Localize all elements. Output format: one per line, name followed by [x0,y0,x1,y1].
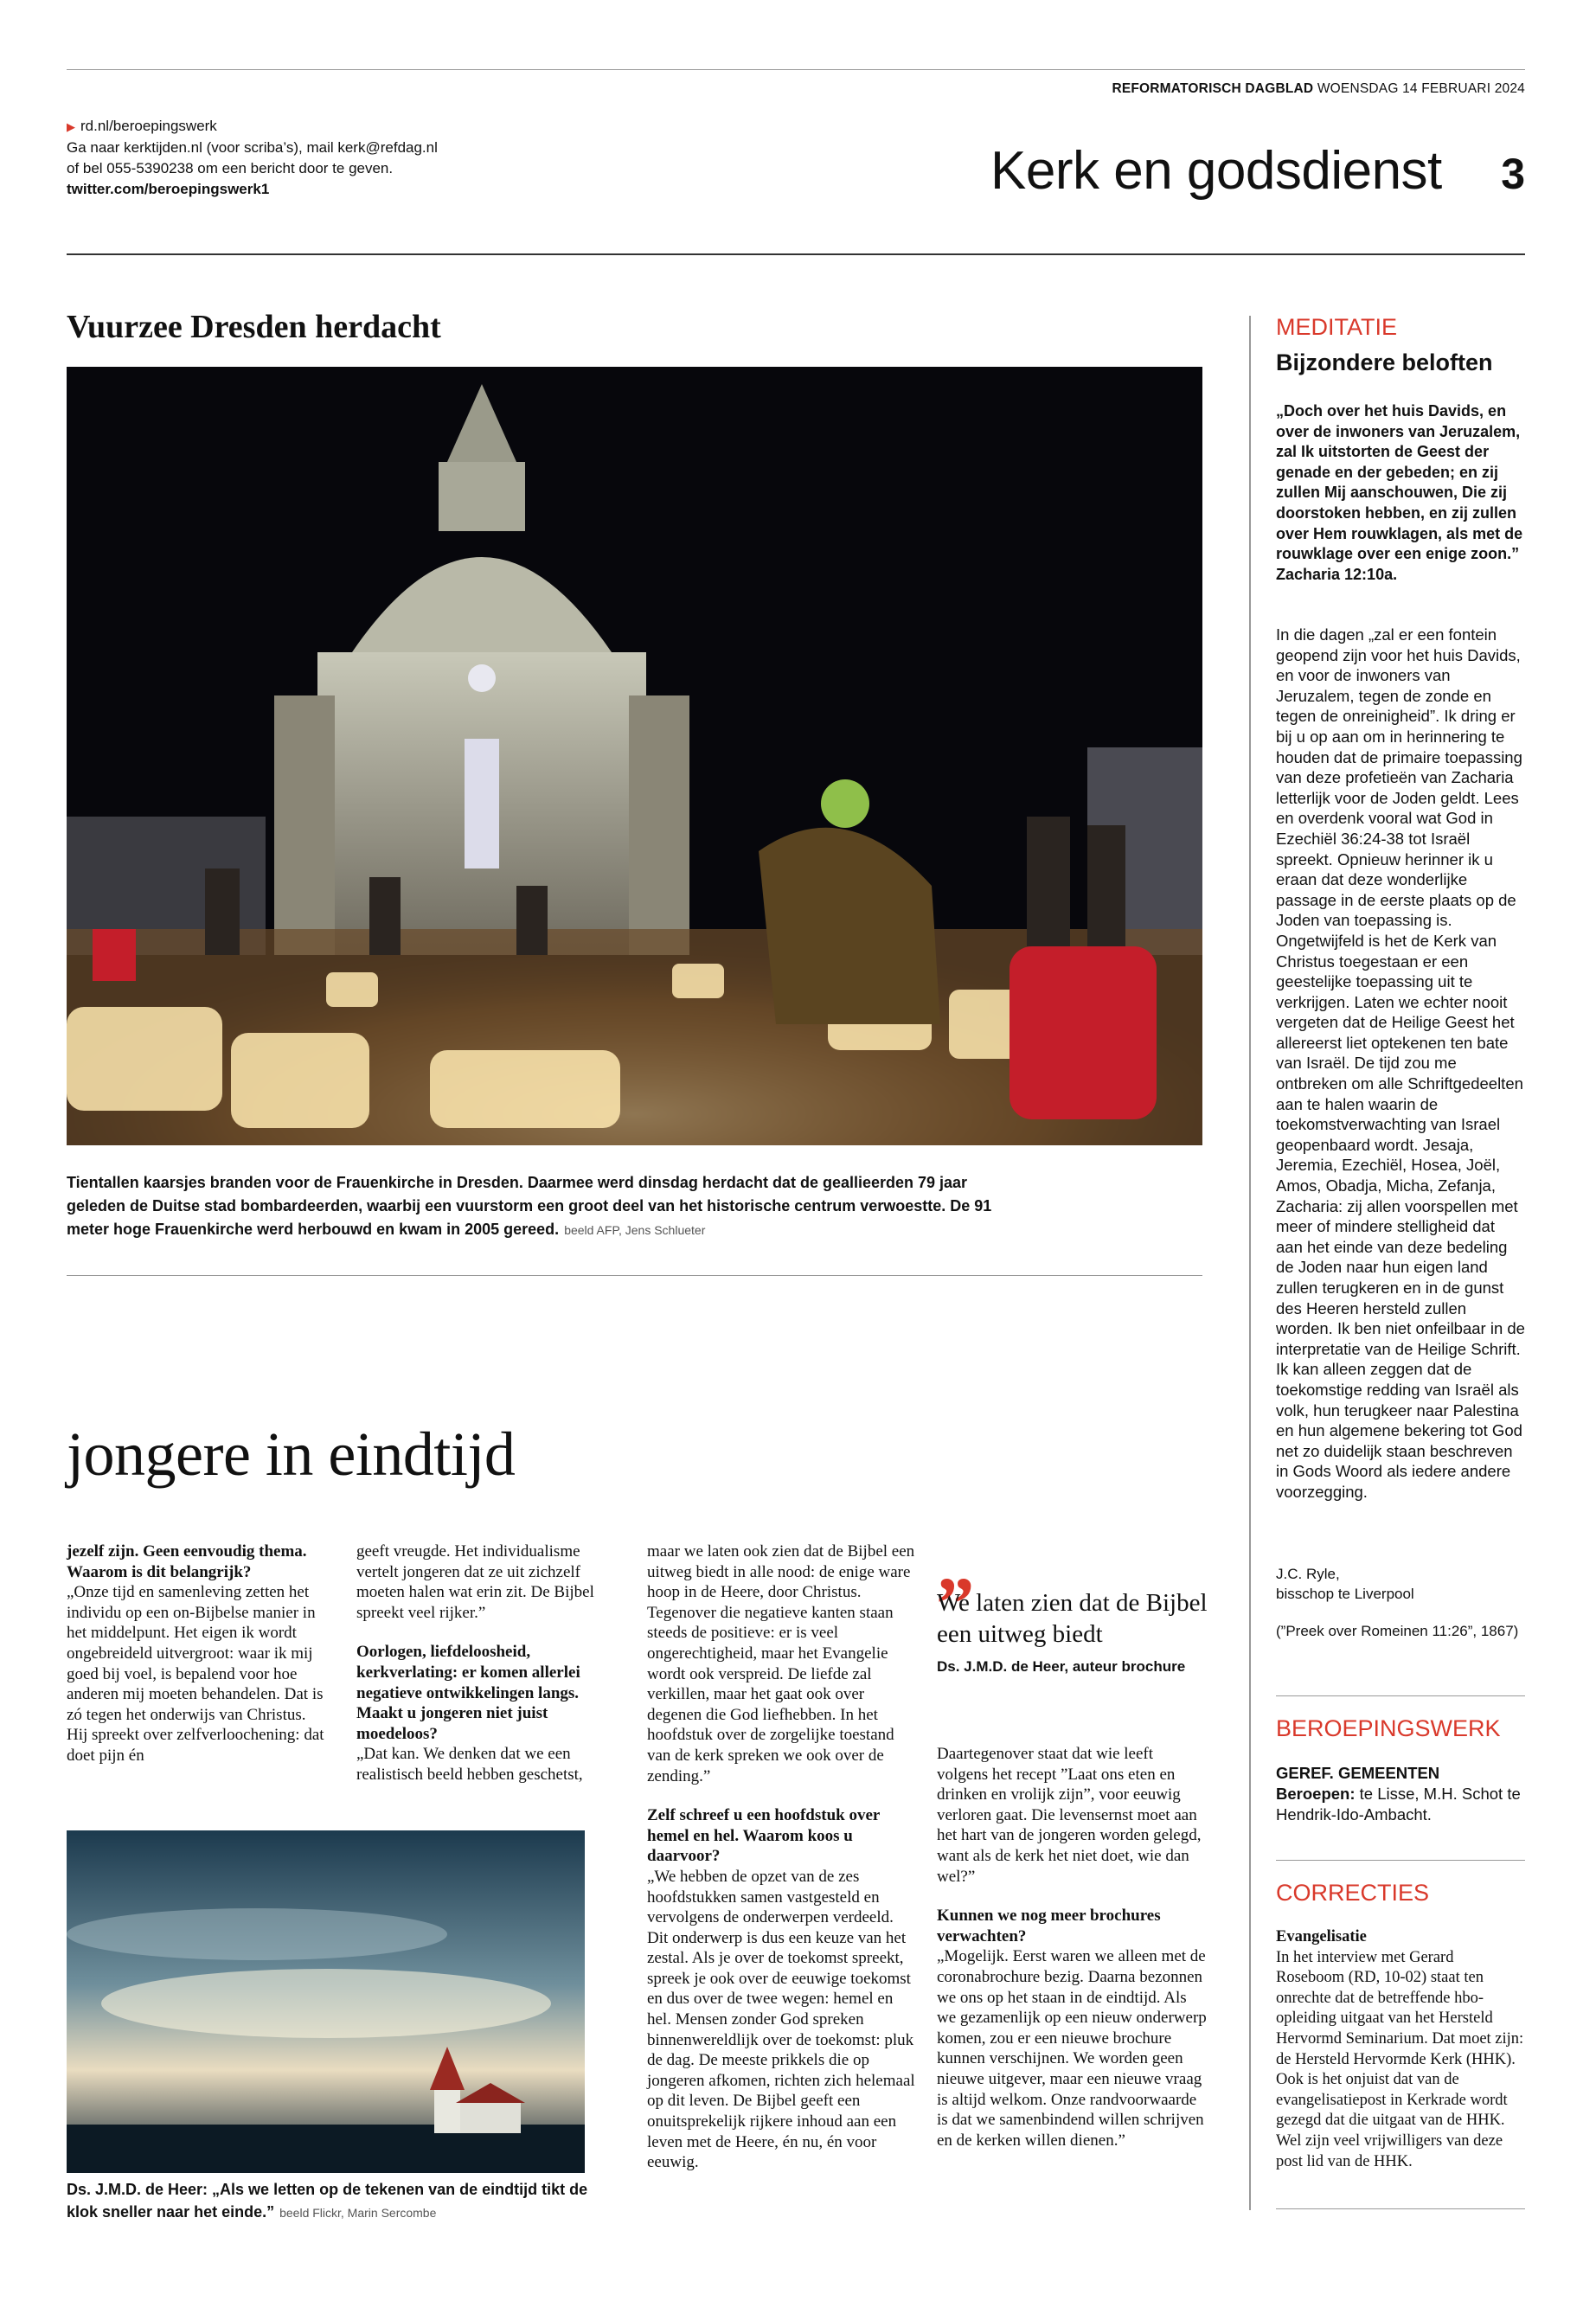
article-column-1 [67,1541,326,1785]
correcties-text [1276,1927,1525,2172]
correction-body: In het interview met Gerard Roseboom (RD, 10-02) staat ten onrechte dat de betreffende hbo-opleiding uitgaat van het Hersteld Hervormd Seminarium. Dat moet zijn: de Hersteld Hervormde Kerk (HHK). Ook is het onjuist dat van de evangelisatiepost in Kerkrade wordt gezegd dat die uitgaat van de HHK. Wel zijn veel vrijwilligers van deze post lid van de HHK. [1276,1948,1524,2170]
page-number: 3 [1501,150,1525,198]
frauenkirche-photo [67,367,1202,1145]
article-headline: jongere in eindtijd [67,1420,516,1489]
church-name: GEREF. GEMEENTEN [1276,1764,1440,1782]
sky-caption-text: Ds. J.M.D. de Heer: „Als we letten op de tekenen van de eindtijd tikt de klok sneller naar het einde.” [67,2181,588,2221]
meditatie-source: (”Preek over Romeinen 11:26”, 1867) [1276,1623,1519,1639]
photo-caption [67,1171,1001,1242]
photo-credit: beeld AFP, Jens Schlueter [564,1223,706,1237]
question: Oorlogen, liefdeloosheid, kerkverlating: er komen allerlei negatieve ontwikkelingen langs. Maakt u jongeren niet juist moedeloos? [356,1643,580,1743]
meditatie-label: MEDITATIE [1276,314,1397,340]
question: Zelf schreef u een hoofdstuk over hemel en hel. Waarom koos u daarvoor? [647,1806,880,1866]
arrow-right-icon: ▶ [67,120,75,133]
call-label: Beroepen: [1276,1785,1356,1803]
correcties-label: CORRECTIES [1276,1880,1430,1906]
sidebar-rule [1249,316,1251,2210]
photo-headline: Vuurzee Dresden herdacht [67,309,441,345]
article-column-2 [356,1541,625,1804]
call-text: te Lisse, M.H. Schot te Hendrik-Ido-Ambacht. [1276,1785,1521,1823]
beroepingswerk-text [1276,1763,1525,1825]
answer: „Dat kan. We denken dat we een realistisch beeld hebben geschetst, [356,1745,583,1784]
meditatie-title: Bijzondere beloften [1276,349,1493,375]
paper-date: WOENSDAG 14 FEBRUARI 2024 [1317,81,1525,96]
sky-church-illustration [67,1830,585,2173]
answer: geeft vreugde. Het individualisme vertelt jongeren dat ze uit zichzelf moeten halen wat erin zit. De Bijbel spreekt veel rijker.” [356,1542,594,1622]
author-title: bisschop te Liverpool [1276,1586,1414,1602]
beroepingswerk-label: BEROEPINGSWERK [1276,1715,1501,1741]
answer: „Onze tijd en samenleving zetten het individu op een on-Bijbelse manier in het middelpunt. Het eigen ik wordt ongebreideld uitvergroot: waar ik mij goed bij voel, is bepalend voor hoe anderen mij moeten behandelen. Dat is zó tegen het onderwijs van Christus. Hij spreekt over zelfverloochening: dat doet pijn én [67,1583,324,1765]
question: jezelf zijn. Geen eenvoudig thema. Waarom is dit belangrijk? [67,1542,307,1581]
meditatie-author [1276,1564,1525,1604]
article-column-4 [937,1744,1207,2170]
paper-name: REFORMATORISCH DAGBLAD [1112,81,1314,96]
quote-mark-icon: „ [937,1523,975,1607]
answer: „Mogelijk. Eerst waren we alleen met de coronabrochure bezig. Daarna bezonnen we ons op het staan in de eindtijd. Als we gezamenlijk op een nieuw onderwerp komen, zou er een nieuwe brochure kunnen verschijnen. We worden geen nieuwe uitgever, maar een nieuwe vraag is altijd welkom. Onze randvoorwaarde is dat we samenbindend willen schrijven en de kerken willen dienen.” [937,1947,1207,2150]
sidebar-divider [1276,1695,1525,1696]
question: Kunnen we nog meer brochures verwachten? [937,1907,1161,1945]
answer: maar we laten ook zien dat de Bijbel een uitweg biedt in alle nood: de enige ware hoop in de Heere, door Christus. Tegenover die negatieve kanten staan steeds de positieve: er is veel ongerechtigheid, maar het Evangelie wordt ook verspreid. De liefde zal verkillen, maar het gaat ook over degenen die God liefhebben. In het hoofdstuk over de zorgelijke toestand van de kerk spreken we ook over de zending.” [647,1542,915,1785]
mid-rule [67,1275,1202,1276]
section-title: Kerk en godsdienst [990,141,1442,201]
sidebar-divider [1276,1860,1525,1861]
correction-heading: Evangelisatie [1276,1928,1367,1945]
verse-reference: Zacharia 12:10a. [1276,565,1398,583]
top-rule [67,69,1525,70]
author-name: J.C. Ryle, [1276,1566,1340,1582]
contact-link[interactable]: rd.nl/beroepingswerk [80,118,217,134]
frauenkirche-illustration [67,367,1202,1145]
contact-line-3: of bel 055-5390238 om een bericht door te geven. [67,160,394,176]
meditatie-body: In die dagen „zal er een fontein geopend zijn voor het huis Davids, en voor de inwoners van Jeruzalem, tegen de zonde en tegen de onreinigheid”. Ik dring er bij u op aan om in herinnering te houden dat de primaire toepassing van deze profetieën van Zacharia letterlijk voor de Joden geldt. Lees en overdenk vooral wat God in Ezechiël 36:24-38 tot Israël spreekt. Opnieuw herinner ik u eraan dat deze wonderlijke passage in de eerste plaats op de Joden van toepassing is. Ongetwijfeld is het de Kerk van Christus toegestaan er een geestelijke toepassing uit te verkrijgen. Laten we echter nooit vergeten dat de Heilige Geest het allereerst liet optekenen ten bate van Israël. De tijd zou me ontbreken om alle Schriftgedeelten aan te halen waarin de toekomstverwachting van Israel geopenbaard wordt. Jesaja, Jeremia, Ezechiël, Hosea, Joël, Amos, Obadja, Micha, Zefanja, Zacharia: zij allen voorspellen met meer of mindere stelligheid dat aan het einde van deze bedeling de Joden naar hun eigen land zullen terugkeren en in de gunst des Heeren hersteld zullen worden. Ik ben niet onfeilbaar in de interpretatie van de Heilige Schrift. Ik kan alleen zeggen dat de toekomstige redding van Israël als volk, hun terugkeer naar Palestina en hun algemene bekering tot God net zo duidelijk staan beschreven in Gods Woord als iedere andere voorzegging. [1276,625,1525,1501]
answer: „We hebben de opzet van de zes hoofdstukken samen vastgesteld en vervolgens de onderwerpen verdeeld. Dit onderwerp is dus een keuze van het zestal. Als je over de toekomst spreekt, spreek je ook over de eeuwige toekomst en dus over de twee wegen: hemel en hel. Mensen zonder God spreken binnenwereldlijk over de toekomst: pluk de dag. De meeste prikkels die op jongeren afkomen, richten zich helemaal op dit leven. De Bijbel geeft een onuitsprekelijk rijkere inhoud aan een leven met de Heere, én nu, én voor eeuwig. [647,1867,915,2172]
answer: Daartegenover staat dat wie leeft volgens het recept ”Laat ons eten en drinken en vrolijk zijn”, voor eeuwig verloren gaat. Die levensernst moet aan het hart van de jongeren worden gelegd, want als de kerk het niet doet, wie dan wel?” [937,1745,1202,1886]
contact-block [67,116,438,200]
pull-quote-attribution: Ds. J.M.D. de Heer, auteur brochure [937,1658,1186,1675]
verse-text: „Doch over het huis Davids, en over de inwoners van Jeruzalem, zal Ik uitstorten de Geest der genade en der gebeden; en zij zullen Mij aanschouwen, Die zij doorstoken hebben, en zij zullen over Hem rouwklagen, als met de rouwklage over een enige zoon.” [1276,402,1523,563]
sky-photo-caption [67,2178,594,2224]
sidebar-bottom-rule [1276,2208,1525,2209]
twitter-link[interactable]: twitter.com/beroepingswerk1 [67,181,270,197]
paper-dateline [1112,81,1525,97]
contact-line-2: Ga naar kerktijden.nl (voor scriba’s), mail kerk@refdag.nl [67,139,438,156]
pull-quote: We laten zien dat de Bijbel een uitweg biedt [937,1589,1208,1648]
meditatie-verse [1276,401,1525,585]
article-column-3 [647,1541,915,2192]
sky-photo [67,1830,585,2173]
sky-photo-credit: beeld Flickr, Marin Sercombe [279,2206,437,2220]
photo-caption-text: Tientallen kaarsjes branden voor de Frauenkirche in Dresden. Daarmee werd dinsdag herdacht dat de geallieerden 79 jaar geleden de Duitse stad bombardeerden, waarbij een vuurstorm een groot deel van het historische centrum verwoestte. De 91 meter hoge Frauenkirche werd herbouwd en kwam in 2005 gereed. [67,1174,992,1238]
header-rule [67,253,1525,255]
